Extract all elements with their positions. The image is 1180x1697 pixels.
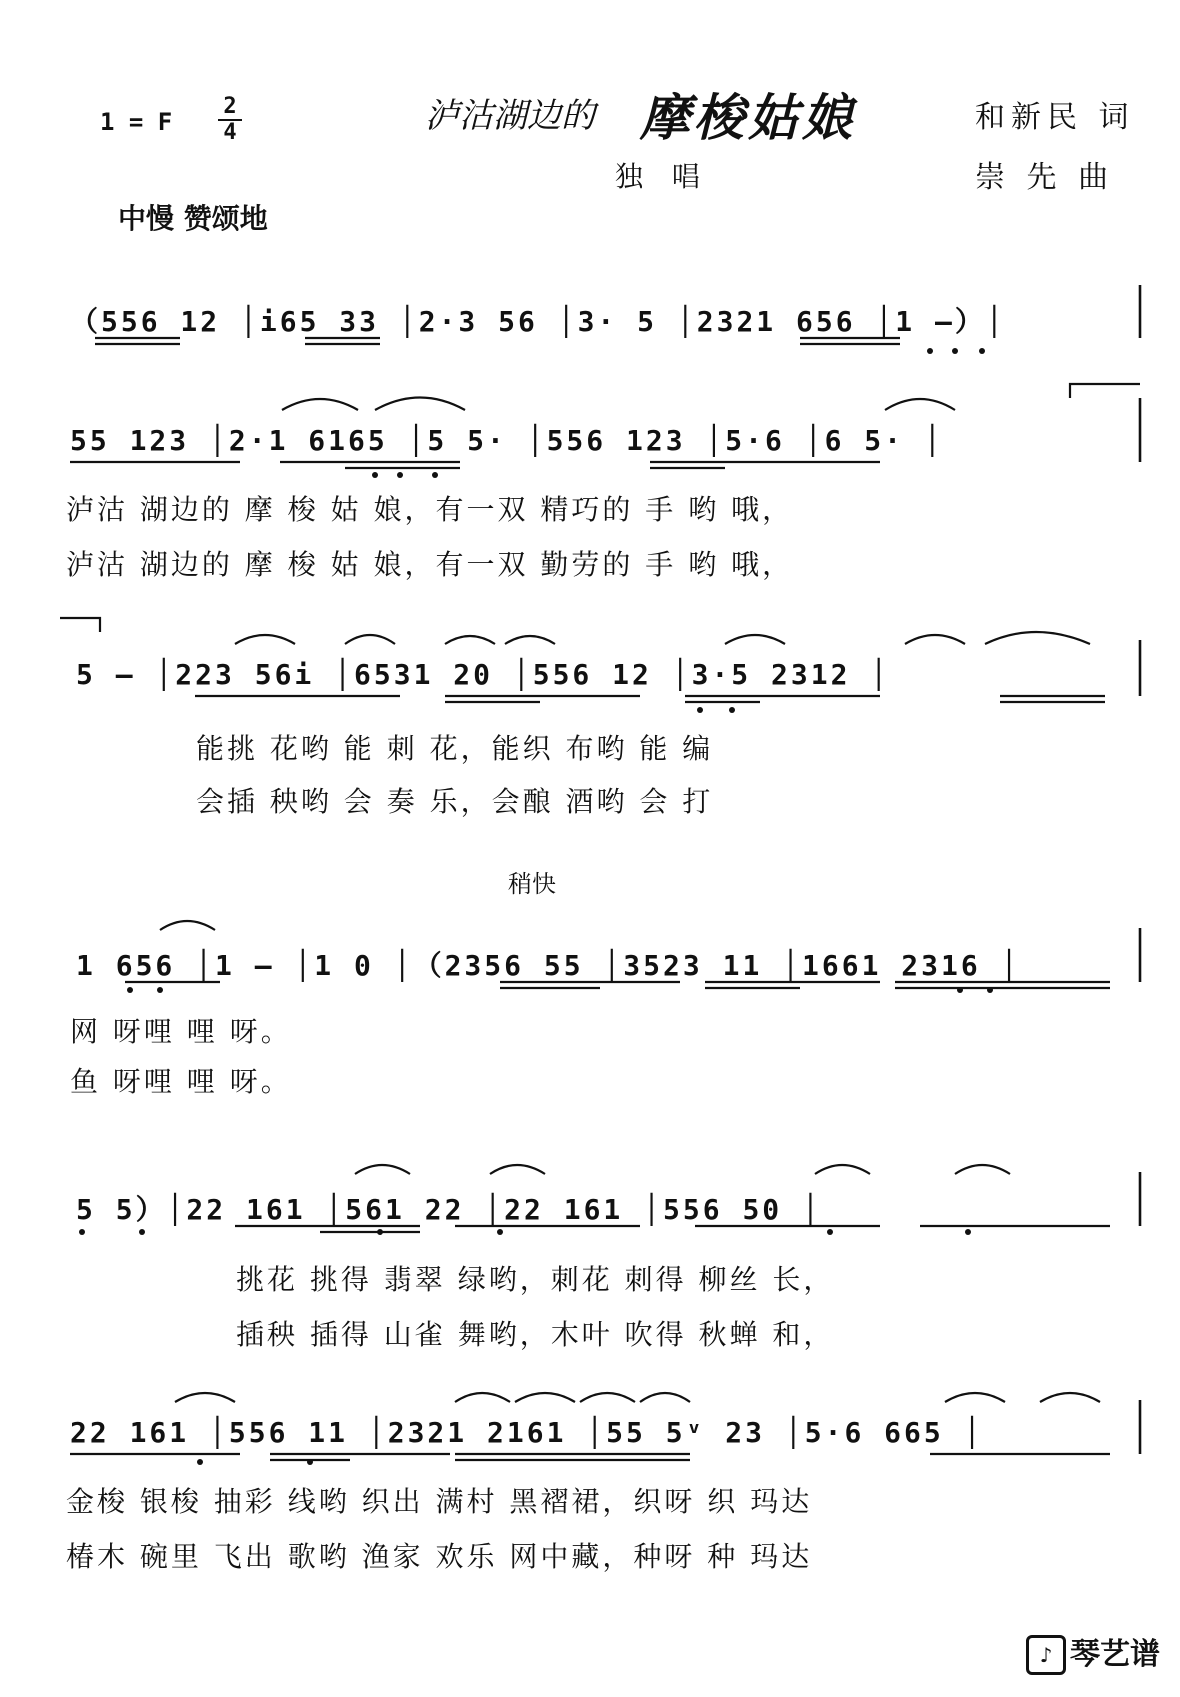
- music-note-icon: ♪: [1026, 1635, 1066, 1675]
- watermark-text: 琴艺谱: [1070, 1636, 1160, 1672]
- key-signature: 1 = F: [100, 108, 173, 136]
- title-main: 摩梭姑娘: [640, 88, 856, 147]
- tempo-change-marking: 稍快: [508, 870, 556, 898]
- lyrics-row-4-verse-1: 网 呀哩 哩 呀。: [70, 1015, 292, 1048]
- notation-row-3: 5 – │223 56i │6531 20 │556 12 │3·5 2312 │: [76, 658, 891, 691]
- lyrics-row-3-verse-2: 会插 秧哟 会 奏 乐，会酿 酒哟 会 打: [196, 785, 714, 818]
- lyrics-row-2-verse-1: 泸沽 湖边的 摩 梭 姑 娘，有一双 精巧的 手 哟 哦，: [66, 493, 794, 526]
- volta-brackets: [60, 384, 1140, 632]
- lyricist-credit: 和新民 词: [975, 100, 1135, 135]
- lyrics-row-4-verse-2: 鱼 呀哩 哩 呀。: [70, 1065, 292, 1098]
- notation-row-1: （556 12 │i65 33 │2·3 56 │3· 5 │2321 656 │1 –）│: [70, 305, 1006, 338]
- title-prefix: 泸沽湖边的: [425, 96, 595, 136]
- octave-dots: [79, 348, 993, 1465]
- time-signature-top: 2: [218, 95, 242, 121]
- lyrics-row-3-verse-1: 能挑 花哟 能 刺 花，能织 布哟 能 编: [196, 732, 714, 765]
- lyrics-row-6-verse-1: 金梭 银梭 抽彩 线哟 织出 满村 黑褶裙，织呀 织 玛达: [66, 1485, 813, 1518]
- lyrics-row-5-verse-2: 插秧 插得 山雀 舞哟，木叶 吹得 秋蝉 和，: [236, 1318, 835, 1351]
- time-signature-bottom: 4: [223, 120, 237, 145]
- performance-type: 独 唱: [615, 160, 710, 193]
- lyrics-row-5-verse-1: 挑花 挑得 翡翠 绿哟，刺花 刺得 柳丝 长，: [236, 1263, 835, 1296]
- notation-row-4: 1 656 │1 – │1 0 │（2356 55 │3523 11 │1661 2316 │: [76, 949, 1021, 982]
- beam-underlines: [70, 338, 1110, 1460]
- watermark-logo: [1026, 1629, 1160, 1676]
- slurs: [160, 398, 1100, 1403]
- composer-credit: 崇 先 曲: [975, 160, 1115, 195]
- lyrics-row-2-verse-2: 泸沽 湖边的 摩 梭 姑 娘，有一双 勤劳的 手 哟 哦，: [66, 548, 794, 581]
- tempo-marking: 中慢 赞颂地: [118, 202, 268, 235]
- notation-row-5: 5 5）│22 161 │561 22 │22 161 │556 50 │: [76, 1193, 822, 1226]
- notation-row-6: 22 161 │556 11 │2321 2161 │55 5ᵛ 23 │5·6 665 │: [70, 1416, 984, 1449]
- notation-row-2: 55 123 │2·1 6165 │5 5· │556 123 │5·6 │6 5· │: [70, 424, 944, 457]
- lyrics-row-6-verse-2: 椿木 碗里 飞出 歌哟 渔家 欢乐 网中藏，种呀 种 玛达: [66, 1540, 813, 1573]
